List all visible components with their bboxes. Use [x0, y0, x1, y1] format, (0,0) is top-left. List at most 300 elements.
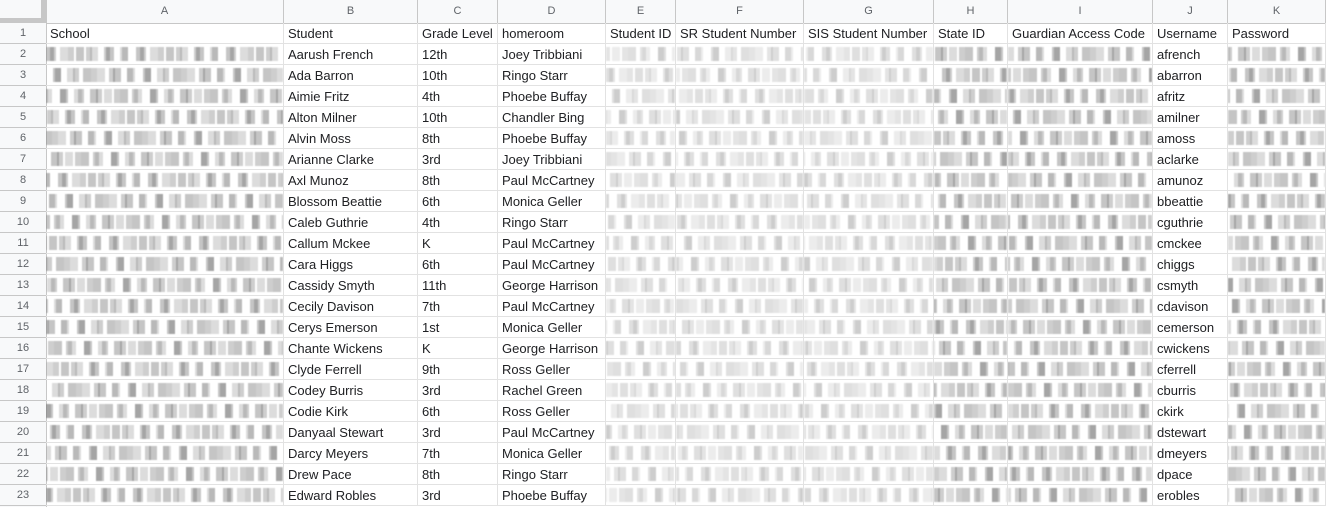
column-header-c[interactable]: C: [418, 0, 498, 23]
redacted-cell[interactable]: [1228, 338, 1326, 359]
homeroom-cell[interactable]: Paul McCartney: [498, 296, 606, 317]
redacted-cell[interactable]: [1228, 254, 1326, 275]
header-cell-g[interactable]: SIS Student Number: [804, 23, 934, 44]
row-header-14[interactable]: 14: [0, 296, 46, 317]
redacted-cell[interactable]: [804, 485, 934, 506]
redacted-cell[interactable]: [1228, 401, 1326, 422]
row-header-19[interactable]: 19: [0, 401, 46, 422]
header-cell-h[interactable]: State ID: [934, 23, 1008, 44]
grade-cell[interactable]: 11th: [418, 275, 498, 296]
redacted-cell[interactable]: [46, 485, 284, 506]
row-header-4[interactable]: 4: [0, 86, 46, 107]
redacted-cell[interactable]: [1228, 275, 1326, 296]
homeroom-cell[interactable]: Ringo Starr: [498, 212, 606, 233]
homeroom-cell[interactable]: Ringo Starr: [498, 464, 606, 485]
select-all-corner[interactable]: [0, 0, 46, 23]
redacted-cell[interactable]: [1228, 380, 1326, 401]
homeroom-cell[interactable]: Joey Tribbiani: [498, 44, 606, 65]
header-cell-c[interactable]: Grade Level: [418, 23, 498, 44]
redacted-cell[interactable]: [46, 44, 284, 65]
redacted-cell[interactable]: [676, 296, 804, 317]
redacted-cell[interactable]: [606, 149, 676, 170]
grade-cell[interactable]: 8th: [418, 128, 498, 149]
redacted-cell[interactable]: [934, 128, 1008, 149]
student-cell[interactable]: Cerys Emerson: [284, 317, 418, 338]
redacted-cell[interactable]: [1008, 401, 1153, 422]
redacted-cell[interactable]: [606, 254, 676, 275]
grade-cell[interactable]: 3rd: [418, 422, 498, 443]
redacted-cell[interactable]: [1228, 485, 1326, 506]
redacted-cell[interactable]: [934, 401, 1008, 422]
redacted-cell[interactable]: [1008, 254, 1153, 275]
redacted-cell[interactable]: [934, 65, 1008, 86]
homeroom-cell[interactable]: Phoebe Buffay: [498, 86, 606, 107]
row-header-11[interactable]: 11: [0, 233, 46, 254]
redacted-cell[interactable]: [676, 212, 804, 233]
redacted-cell[interactable]: [606, 107, 676, 128]
username-cell[interactable]: amilner: [1153, 107, 1228, 128]
redacted-cell[interactable]: [46, 380, 284, 401]
redacted-cell[interactable]: [606, 401, 676, 422]
header-cell-j[interactable]: Username: [1153, 23, 1228, 44]
redacted-cell[interactable]: [1228, 128, 1326, 149]
redacted-cell[interactable]: [1008, 86, 1153, 107]
redacted-cell[interactable]: [676, 380, 804, 401]
homeroom-cell[interactable]: Ross Geller: [498, 359, 606, 380]
redacted-cell[interactable]: [46, 359, 284, 380]
username-cell[interactable]: ckirk: [1153, 401, 1228, 422]
redacted-cell[interactable]: [804, 464, 934, 485]
grade-cell[interactable]: 10th: [418, 65, 498, 86]
column-header-f[interactable]: F: [676, 0, 804, 23]
homeroom-cell[interactable]: Paul McCartney: [498, 254, 606, 275]
student-cell[interactable]: Axl Munoz: [284, 170, 418, 191]
redacted-cell[interactable]: [934, 149, 1008, 170]
redacted-cell[interactable]: [676, 65, 804, 86]
redacted-cell[interactable]: [804, 170, 934, 191]
grade-cell[interactable]: 4th: [418, 212, 498, 233]
column-header-d[interactable]: D: [498, 0, 606, 23]
row-header-22[interactable]: 22: [0, 464, 46, 485]
redacted-cell[interactable]: [934, 422, 1008, 443]
redacted-cell[interactable]: [606, 128, 676, 149]
redacted-cell[interactable]: [46, 65, 284, 86]
redacted-cell[interactable]: [46, 86, 284, 107]
redacted-cell[interactable]: [676, 254, 804, 275]
redacted-cell[interactable]: [606, 65, 676, 86]
homeroom-cell[interactable]: Monica Geller: [498, 317, 606, 338]
redacted-cell[interactable]: [676, 443, 804, 464]
redacted-cell[interactable]: [1228, 233, 1326, 254]
redacted-cell[interactable]: [1228, 422, 1326, 443]
redacted-cell[interactable]: [934, 338, 1008, 359]
username-cell[interactable]: afrench: [1153, 44, 1228, 65]
pixelated-redaction: [1228, 278, 1325, 292]
redacted-cell[interactable]: [1228, 443, 1326, 464]
homeroom-cell[interactable]: Ross Geller: [498, 401, 606, 422]
redacted-cell[interactable]: [1008, 44, 1153, 65]
row-header-9[interactable]: 9: [0, 191, 46, 212]
grade-cell[interactable]: 3rd: [418, 149, 498, 170]
row-header-15[interactable]: 15: [0, 317, 46, 338]
username-cell[interactable]: cguthrie: [1153, 212, 1228, 233]
grade-cell[interactable]: 3rd: [418, 380, 498, 401]
row-header-7[interactable]: 7: [0, 149, 46, 170]
student-cell[interactable]: Edward Robles: [284, 485, 418, 506]
pixelated-redaction: [606, 110, 675, 124]
redacted-cell[interactable]: [804, 317, 934, 338]
redacted-cell[interactable]: [676, 44, 804, 65]
redacted-cell[interactable]: [934, 170, 1008, 191]
redacted-cell[interactable]: [804, 422, 934, 443]
redacted-cell[interactable]: [804, 128, 934, 149]
redacted-cell[interactable]: [676, 317, 804, 338]
student-cell[interactable]: Blossom Beattie: [284, 191, 418, 212]
row-header-20[interactable]: 20: [0, 422, 46, 443]
username-cell[interactable]: bbeattie: [1153, 191, 1228, 212]
grade-cell[interactable]: 6th: [418, 401, 498, 422]
student-cell[interactable]: Caleb Guthrie: [284, 212, 418, 233]
header-cell-b[interactable]: Student: [284, 23, 418, 44]
homeroom-cell[interactable]: Paul McCartney: [498, 170, 606, 191]
redacted-cell[interactable]: [1008, 380, 1153, 401]
row-header-12[interactable]: 12: [0, 254, 46, 275]
student-cell[interactable]: Arianne Clarke: [284, 149, 418, 170]
grade-cell[interactable]: 8th: [418, 170, 498, 191]
redacted-cell[interactable]: [676, 86, 804, 107]
grade-cell[interactable]: 12th: [418, 44, 498, 65]
username-cell[interactable]: csmyth: [1153, 275, 1228, 296]
pixelated-redaction: [1008, 89, 1152, 103]
redacted-cell[interactable]: [676, 422, 804, 443]
username-cell[interactable]: abarron: [1153, 65, 1228, 86]
redacted-cell[interactable]: [606, 275, 676, 296]
redacted-cell[interactable]: [934, 464, 1008, 485]
redacted-cell[interactable]: [1008, 317, 1153, 338]
redacted-cell[interactable]: [46, 275, 284, 296]
redacted-cell[interactable]: [934, 296, 1008, 317]
header-cell-e[interactable]: Student ID: [606, 23, 676, 44]
redacted-cell[interactable]: [676, 170, 804, 191]
grade-cell[interactable]: 4th: [418, 86, 498, 107]
grade-cell[interactable]: 7th: [418, 296, 498, 317]
username-cell[interactable]: chiggs: [1153, 254, 1228, 275]
grade-cell[interactable]: 6th: [418, 191, 498, 212]
homeroom-cell[interactable]: George Harrison: [498, 275, 606, 296]
username-cell[interactable]: cmckee: [1153, 233, 1228, 254]
row-header-1[interactable]: 1: [0, 23, 46, 44]
student-cell[interactable]: Ada Barron: [284, 65, 418, 86]
redacted-cell[interactable]: [804, 296, 934, 317]
homeroom-cell[interactable]: Chandler Bing: [498, 107, 606, 128]
pixelated-redaction: [804, 362, 933, 376]
redacted-cell[interactable]: [934, 44, 1008, 65]
column-header-e[interactable]: E: [606, 0, 676, 23]
column-header-j[interactable]: J: [1153, 0, 1228, 23]
redacted-cell[interactable]: [46, 107, 284, 128]
pixelated-redaction: [46, 215, 283, 229]
row-header-5[interactable]: 5: [0, 107, 46, 128]
redacted-cell[interactable]: [934, 359, 1008, 380]
homeroom-cell[interactable]: Monica Geller: [498, 443, 606, 464]
student-cell[interactable]: Danyaal Stewart: [284, 422, 418, 443]
student-cell[interactable]: Chante Wickens: [284, 338, 418, 359]
row-header-3[interactable]: 3: [0, 65, 46, 86]
row-header-21[interactable]: 21: [0, 443, 46, 464]
grade-cell[interactable]: 1st: [418, 317, 498, 338]
redacted-cell[interactable]: [804, 44, 934, 65]
column-header-g[interactable]: G: [804, 0, 934, 23]
redacted-cell[interactable]: [804, 359, 934, 380]
redacted-cell[interactable]: [676, 275, 804, 296]
redacted-cell[interactable]: [606, 317, 676, 338]
grade-cell[interactable]: 6th: [418, 254, 498, 275]
header-cell-f[interactable]: SR Student Number: [676, 23, 804, 44]
student-cell[interactable]: Alton Milner: [284, 107, 418, 128]
redacted-cell[interactable]: [804, 380, 934, 401]
redacted-cell[interactable]: [46, 464, 284, 485]
redacted-cell[interactable]: [46, 422, 284, 443]
redacted-cell[interactable]: [1008, 443, 1153, 464]
redacted-cell[interactable]: [1228, 212, 1326, 233]
username-cell[interactable]: dpace: [1153, 464, 1228, 485]
student-cell[interactable]: Alvin Moss: [284, 128, 418, 149]
redacted-cell[interactable]: [1008, 149, 1153, 170]
redacted-cell[interactable]: [46, 317, 284, 338]
redacted-cell[interactable]: [1008, 296, 1153, 317]
username-cell[interactable]: afritz: [1153, 86, 1228, 107]
homeroom-cell[interactable]: George Harrison: [498, 338, 606, 359]
username-cell[interactable]: dmeyers: [1153, 443, 1228, 464]
redacted-cell[interactable]: [606, 44, 676, 65]
redacted-cell[interactable]: [1228, 464, 1326, 485]
redacted-cell[interactable]: [676, 464, 804, 485]
redacted-cell[interactable]: [1228, 107, 1326, 128]
redacted-cell[interactable]: [606, 233, 676, 254]
redacted-cell[interactable]: [934, 380, 1008, 401]
redacted-cell[interactable]: [46, 170, 284, 191]
redacted-cell[interactable]: [606, 485, 676, 506]
header-cell-i[interactable]: Guardian Access Code: [1008, 23, 1153, 44]
username-cell[interactable]: cburris: [1153, 380, 1228, 401]
student-cell[interactable]: Aimie Fritz: [284, 86, 418, 107]
header-cell-a[interactable]: School: [46, 23, 284, 44]
redacted-cell[interactable]: [934, 254, 1008, 275]
redacted-cell[interactable]: [676, 128, 804, 149]
redacted-cell[interactable]: [804, 86, 934, 107]
grade-cell[interactable]: 9th: [418, 359, 498, 380]
redacted-cell[interactable]: [46, 191, 284, 212]
username-cell[interactable]: aclarke: [1153, 149, 1228, 170]
redacted-cell[interactable]: [606, 380, 676, 401]
redacted-cell[interactable]: [606, 170, 676, 191]
redacted-cell[interactable]: [676, 191, 804, 212]
redacted-cell[interactable]: [1228, 149, 1326, 170]
redacted-cell[interactable]: [1008, 170, 1153, 191]
student-cell[interactable]: Aarush French: [284, 44, 418, 65]
redacted-cell[interactable]: [46, 233, 284, 254]
redacted-cell[interactable]: [1228, 191, 1326, 212]
redacted-cell[interactable]: [1228, 170, 1326, 191]
row-header-18[interactable]: 18: [0, 380, 46, 401]
redacted-cell[interactable]: [934, 485, 1008, 506]
redacted-cell[interactable]: [934, 317, 1008, 338]
student-cell[interactable]: Codey Burris: [284, 380, 418, 401]
grade-cell[interactable]: 10th: [418, 107, 498, 128]
header-cell-d[interactable]: homeroom: [498, 23, 606, 44]
redacted-cell[interactable]: [1008, 128, 1153, 149]
redacted-cell[interactable]: [1008, 275, 1153, 296]
redacted-cell[interactable]: [934, 443, 1008, 464]
redacted-cell[interactable]: [606, 212, 676, 233]
redacted-cell[interactable]: [804, 149, 934, 170]
row-header-17[interactable]: 17: [0, 359, 46, 380]
grade-cell[interactable]: K: [418, 233, 498, 254]
redacted-cell[interactable]: [804, 212, 934, 233]
username-cell[interactable]: cwickens: [1153, 338, 1228, 359]
redacted-cell[interactable]: [46, 401, 284, 422]
redacted-cell[interactable]: [934, 107, 1008, 128]
student-cell[interactable]: Cassidy Smyth: [284, 275, 418, 296]
redacted-cell[interactable]: [676, 233, 804, 254]
student-cell[interactable]: Cara Higgs: [284, 254, 418, 275]
header-cell-k[interactable]: Password: [1228, 23, 1326, 44]
row-header-13[interactable]: 13: [0, 275, 46, 296]
redacted-cell[interactable]: [1008, 422, 1153, 443]
homeroom-cell[interactable]: Rachel Green: [498, 380, 606, 401]
redacted-cell[interactable]: [1008, 359, 1153, 380]
redacted-cell[interactable]: [804, 191, 934, 212]
column-header-i[interactable]: I: [1008, 0, 1153, 23]
redacted-cell[interactable]: [804, 233, 934, 254]
pixelated-redaction: [804, 299, 933, 313]
redacted-cell[interactable]: [676, 107, 804, 128]
redacted-cell[interactable]: [804, 65, 934, 86]
redacted-cell[interactable]: [1228, 359, 1326, 380]
redacted-cell[interactable]: [934, 86, 1008, 107]
redacted-cell[interactable]: [804, 254, 934, 275]
username-cell[interactable]: cemerson: [1153, 317, 1228, 338]
redacted-cell[interactable]: [676, 359, 804, 380]
redacted-cell[interactable]: [606, 464, 676, 485]
redacted-cell[interactable]: [1008, 338, 1153, 359]
homeroom-cell[interactable]: Joey Tribbiani: [498, 149, 606, 170]
row-header-10[interactable]: 10: [0, 212, 46, 233]
grade-cell[interactable]: 8th: [418, 464, 498, 485]
redacted-cell[interactable]: [1008, 233, 1153, 254]
redacted-cell[interactable]: [606, 191, 676, 212]
redacted-cell[interactable]: [1008, 107, 1153, 128]
grade-cell[interactable]: K: [418, 338, 498, 359]
redacted-cell[interactable]: [1008, 191, 1153, 212]
student-cell[interactable]: Cecily Davison: [284, 296, 418, 317]
redacted-cell[interactable]: [46, 254, 284, 275]
redacted-cell[interactable]: [1228, 86, 1326, 107]
pixelated-redaction: [1228, 467, 1325, 481]
redacted-cell[interactable]: [1008, 485, 1153, 506]
redacted-cell[interactable]: [606, 296, 676, 317]
redacted-cell[interactable]: [46, 443, 284, 464]
column-header-k[interactable]: K: [1228, 0, 1326, 23]
redacted-cell[interactable]: [934, 191, 1008, 212]
redacted-cell[interactable]: [1228, 317, 1326, 338]
redacted-cell[interactable]: [1008, 464, 1153, 485]
redacted-cell[interactable]: [804, 107, 934, 128]
redacted-cell[interactable]: [1008, 65, 1153, 86]
grade-cell[interactable]: 3rd: [418, 485, 498, 506]
student-cell[interactable]: Clyde Ferrell: [284, 359, 418, 380]
username-cell[interactable]: cdavison: [1153, 296, 1228, 317]
redacted-cell[interactable]: [46, 128, 284, 149]
row-header-2[interactable]: 2: [0, 44, 46, 65]
homeroom-cell[interactable]: Paul McCartney: [498, 233, 606, 254]
student-cell[interactable]: Codie Kirk: [284, 401, 418, 422]
redacted-cell[interactable]: [804, 275, 934, 296]
column-header-h[interactable]: H: [934, 0, 1008, 23]
homeroom-cell[interactable]: Paul McCartney: [498, 422, 606, 443]
student-cell[interactable]: Drew Pace: [284, 464, 418, 485]
homeroom-cell[interactable]: Phoebe Buffay: [498, 128, 606, 149]
redacted-cell[interactable]: [46, 296, 284, 317]
username-cell[interactable]: cferrell: [1153, 359, 1228, 380]
pixelated-redaction: [1008, 47, 1152, 61]
column-header-a[interactable]: A: [46, 0, 284, 23]
redacted-cell[interactable]: [676, 485, 804, 506]
homeroom-cell[interactable]: Phoebe Buffay: [498, 485, 606, 506]
redacted-cell[interactable]: [934, 275, 1008, 296]
username-cell[interactable]: erobles: [1153, 485, 1228, 506]
redacted-cell[interactable]: [606, 86, 676, 107]
username-cell[interactable]: amunoz: [1153, 170, 1228, 191]
redacted-cell[interactable]: [46, 338, 284, 359]
redacted-cell[interactable]: [1228, 65, 1326, 86]
redacted-cell[interactable]: [804, 338, 934, 359]
row-header-8[interactable]: 8: [0, 170, 46, 191]
row-header-16[interactable]: 16: [0, 338, 46, 359]
redacted-cell[interactable]: [1228, 296, 1326, 317]
homeroom-cell[interactable]: Ringo Starr: [498, 65, 606, 86]
redacted-cell[interactable]: [1228, 44, 1326, 65]
redacted-cell[interactable]: [804, 401, 934, 422]
redacted-cell[interactable]: [606, 359, 676, 380]
username-cell[interactable]: dstewart: [1153, 422, 1228, 443]
redacted-cell[interactable]: [606, 338, 676, 359]
student-cell[interactable]: Darcy Meyers: [284, 443, 418, 464]
redacted-cell[interactable]: [606, 443, 676, 464]
redacted-cell[interactable]: [934, 212, 1008, 233]
redacted-cell[interactable]: [46, 212, 284, 233]
column-header-b[interactable]: B: [284, 0, 418, 23]
redacted-cell[interactable]: [606, 422, 676, 443]
redacted-cell[interactable]: [804, 443, 934, 464]
pixelated-redaction: [804, 446, 933, 460]
freeze-row-handle[interactable]: [0, 18, 46, 22]
redacted-cell[interactable]: [676, 338, 804, 359]
row-header-6[interactable]: 6: [0, 128, 46, 149]
redacted-cell[interactable]: [676, 401, 804, 422]
redacted-cell[interactable]: [676, 149, 804, 170]
pixelated-redaction: [676, 215, 803, 229]
homeroom-cell[interactable]: Monica Geller: [498, 191, 606, 212]
student-cell[interactable]: Callum Mckee: [284, 233, 418, 254]
redacted-cell[interactable]: [1008, 212, 1153, 233]
redacted-cell[interactable]: [934, 233, 1008, 254]
pixelated-redaction: [1228, 362, 1325, 376]
row-header-23[interactable]: 23: [0, 485, 46, 506]
redacted-cell[interactable]: [46, 149, 284, 170]
grade-cell[interactable]: 7th: [418, 443, 498, 464]
username-cell[interactable]: amoss: [1153, 128, 1228, 149]
